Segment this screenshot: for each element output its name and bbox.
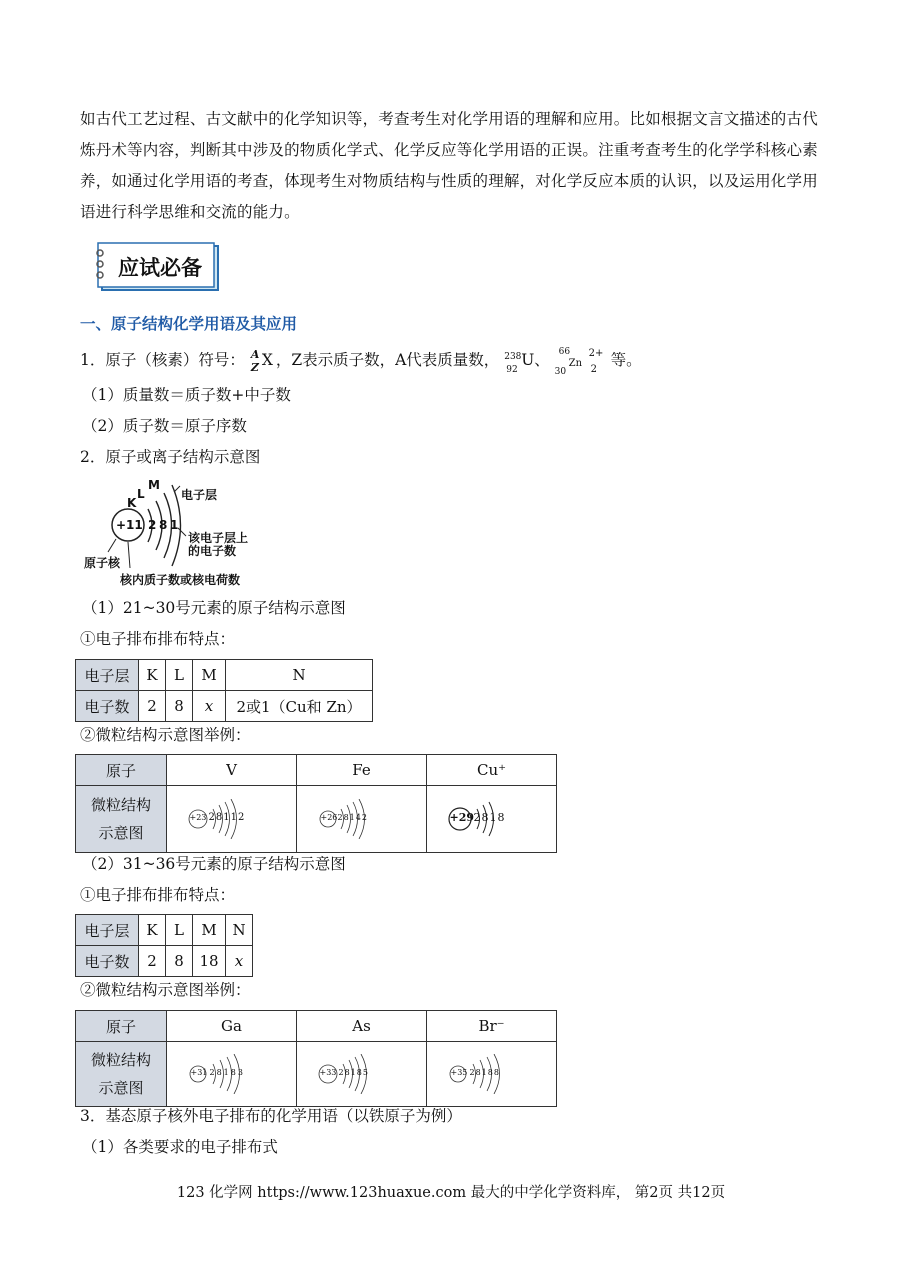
table-cell: N: [226, 660, 373, 691]
symbol-number: Z: [250, 361, 259, 374]
table-cell: V: [167, 755, 297, 786]
section-title: 一、原子结构化学用语及其应用: [80, 314, 298, 333]
table-cell: L: [166, 660, 193, 691]
zinc-charge: 2+: [588, 348, 604, 359]
row-label-1: 微粒结构: [90, 796, 151, 814]
item2: 2．原子或离子结构示意图: [80, 448, 261, 466]
copper-ion-electrons: 2818: [473, 811, 506, 824]
iron-diagram: [317, 799, 407, 839]
copper-ion-diagram: [447, 799, 537, 839]
symbol-notation: [250, 348, 276, 374]
table-cell: K: [139, 660, 166, 691]
table-cell: Fe: [297, 755, 427, 786]
sodium-structure-diagram: [82, 476, 282, 588]
page-footer: 123 化学网 https://www.123huaxue.com 最大的中学化学资料库， 第2页 共12页: [176, 1185, 726, 1201]
vanadium-diagram: [187, 799, 277, 839]
table-cell: 8: [166, 946, 193, 977]
table-cell: 电子层: [76, 660, 139, 691]
sub2-a: ①电子排布排布特点：: [80, 886, 236, 904]
intro-paragraph: 如古代工艺过程、古文献中的化学知识等，考查考生对化学用语的理解和应用。比如根据文言文描述的古代炼丹术等内容，判断其中涉及的物质化学式、化学反应等化学用语的正误。注重考查考生的化学学科核心素养，如通过化学用语的考查，体现考生对物质结构与性质的理解，对化学反应本质的认识，以及运用化学用语进行科学思维和交流的能力。: [80, 110, 818, 221]
sub2-b: ②微粒结构示意图举例：: [80, 981, 251, 999]
uranium-notation: [504, 350, 535, 375]
diagram-label-shell: 电子层: [181, 488, 218, 502]
table-cell: [76, 786, 167, 853]
zinc-mass: 66: [558, 347, 571, 357]
bromide-nucleus: +35: [450, 1068, 468, 1077]
item1-sep: 、: [534, 351, 550, 369]
gallium-electrons: 28183: [209, 1068, 245, 1077]
electron-table-21-30: [75, 659, 373, 722]
symbol-mass: A: [250, 348, 260, 361]
arsenic-diagram: [317, 1054, 407, 1094]
diagram-label-charge: 核内质子数或核电荷数: [120, 573, 241, 587]
table-cell: x: [193, 691, 226, 722]
table-cell: N: [226, 915, 253, 946]
sub1: （1）21~30号元素的原子结构示意图: [82, 599, 346, 617]
table-cell: [427, 1042, 557, 1107]
uranium-number: 92: [506, 365, 518, 375]
item1-1: （1）质量数＝质子数+中子数: [82, 386, 291, 404]
table-cell: M: [193, 915, 226, 946]
table-cell: 原子: [76, 755, 167, 786]
table-cell: 电子数: [76, 691, 139, 722]
zinc-notation: [554, 347, 611, 377]
table-cell: 2: [139, 946, 166, 977]
row-label-2: 示意图: [98, 824, 144, 842]
table-cell: x: [226, 946, 253, 977]
diagram-label-nucleus: 原子核: [84, 556, 121, 570]
table-cell: M: [193, 660, 226, 691]
table-cell: L: [166, 915, 193, 946]
arsenic-electrons: 28185: [338, 1068, 369, 1077]
diagram-shell-l: L: [137, 487, 145, 501]
table-cell: [167, 1042, 297, 1107]
table-cell: Cu⁺: [427, 755, 557, 786]
zinc-symbol: Zn: [568, 358, 583, 369]
diagram-label-count-1: 该电子层上: [188, 531, 249, 545]
table-cell: [167, 786, 297, 853]
uranium-symbol: U: [521, 351, 535, 369]
iron-electrons: 28142: [337, 813, 368, 822]
sub2: （2）31~36号元素的原子结构示意图: [82, 855, 346, 873]
table-cell: 原子: [76, 1011, 167, 1042]
sub1-a: ①电子排布排布特点：: [80, 630, 236, 648]
uranium-mass: 238: [504, 352, 522, 362]
zinc-number: 30: [554, 367, 567, 377]
copper-ion-nucleus: +29: [449, 811, 475, 824]
sub1-b: ②微粒结构示意图举例：: [80, 726, 251, 744]
table-cell: 电子数: [76, 946, 139, 977]
table-cell: 电子层: [76, 915, 139, 946]
vanadium-nucleus: +23: [189, 813, 207, 822]
bromide-electrons: 28188: [469, 1068, 500, 1077]
diagram-nucleus: +11: [116, 518, 143, 532]
table-cell: 8: [166, 691, 193, 722]
electron-table-31-36: [75, 914, 253, 977]
item1-prefix: 1．原子（核素）符号：: [80, 351, 245, 369]
arsenic-nucleus: +33: [319, 1068, 337, 1077]
vanadium-electrons: 28112: [208, 812, 246, 823]
diagram-shell-m: M: [148, 478, 160, 492]
section-badge: [96, 242, 220, 292]
table-cell: 18: [193, 946, 226, 977]
item3-1: （1）各类要求的电子排布式: [82, 1138, 278, 1156]
bromide-diagram: [447, 1054, 537, 1094]
row-label-2: 示意图: [98, 1079, 144, 1097]
item3: 3．基态原子核外电子排布的化学用语（以铁原子为例）: [80, 1107, 462, 1125]
table-cell: 2: [139, 691, 166, 722]
table-cell: K: [139, 915, 166, 946]
structure-table-31-36: [75, 1010, 557, 1107]
item1-suffix: 等。: [610, 351, 642, 369]
structure-table-21-30: [75, 754, 557, 853]
diagram-label-count-2: 的电子数: [188, 544, 237, 558]
table-cell: As: [297, 1011, 427, 1042]
atom-symbol-line: [80, 347, 642, 377]
item1-2: （2）质子数＝原子序数: [82, 417, 247, 435]
gallium-diagram: [187, 1054, 277, 1094]
diagram-electron-l: 8: [159, 518, 168, 532]
diagram-shell-k: K: [127, 496, 137, 510]
gallium-nucleus: +31: [190, 1068, 208, 1077]
table-cell: [76, 1042, 167, 1107]
symbol-element: X: [261, 351, 273, 369]
table-cell: 2或1（Cu和 Zn）: [226, 691, 373, 722]
diagram-electron-k: 2: [148, 518, 157, 532]
iron-nucleus: +26: [320, 813, 338, 822]
diagram-electron-m: 1: [170, 518, 179, 532]
table-cell: [427, 786, 557, 853]
zinc-sub: 2: [590, 364, 598, 375]
badge-label: 应试必备: [118, 256, 202, 280]
table-cell: [297, 1042, 427, 1107]
item1-desc: ，Z表示质子数，A代表质量数，: [275, 351, 500, 369]
table-cell: Br⁻: [427, 1011, 557, 1042]
row-label-1: 微粒结构: [90, 1051, 151, 1069]
table-cell: Ga: [167, 1011, 297, 1042]
table-cell: [297, 786, 427, 853]
